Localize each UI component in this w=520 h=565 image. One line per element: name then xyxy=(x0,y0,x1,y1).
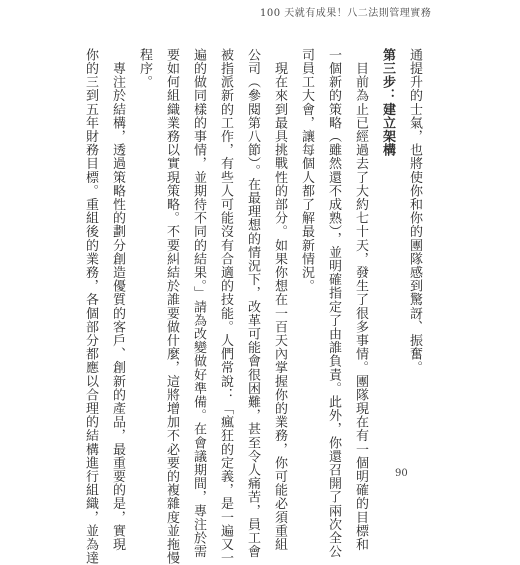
text-column: 你的三到五年財務目標。重組後的業務，各個部分都應以合理的結構進行組織，並為達 xyxy=(83,48,98,565)
page-number: 90 xyxy=(395,468,408,479)
running-header: 100 天就有成果！八二法則管理實務 xyxy=(260,8,432,19)
text-column: 司員工大會，讓每個人都了解最新情況。 xyxy=(299,48,314,293)
text-column: 一個新的策略（雖然還不成熟），並明確指定了由誰負責。此外，你還召開了兩次全公 xyxy=(326,48,341,559)
text-column: 通提升的士氣，也將使你和你的團隊感到驚訝、振奮。 xyxy=(407,48,422,375)
text-column: 遍的做同樣的事情，並期待不同的結果。」請為改變做好準備。在會議期間，專注於需 xyxy=(191,48,206,559)
text-column: 專注於結構，透過策略性的劃分創造優質的客戶、創新的產品，最重要的是，實現 xyxy=(110,48,125,552)
text-column: 被指派新的工作，有些人可能沒有合適的技能。人們常說：「瘋狂的定義，是一遍又一 xyxy=(218,48,233,565)
section-heading: 第三步：建立架構 xyxy=(380,48,395,157)
text-column: 目前為止已經過去了大約七十天，發生了很多事情。團隊現在有一個明確的目標和 xyxy=(353,48,368,552)
text-column: 現在來到最具挑戰性的部分。如果你想在一百天內掌握你的業務，你可能必須重組 xyxy=(272,48,287,552)
text-column: 程序。 xyxy=(137,48,152,89)
text-column: 要如何組織業務以實現策略。不要糾結於誰要做什麼，這將增加不必要的複雜度並拖慢 xyxy=(164,48,179,565)
text-column: 公司（參閱第八節）。在最理想的情況下，改革可能會很困難，甚至令人痛苦，員工會 xyxy=(245,48,260,559)
